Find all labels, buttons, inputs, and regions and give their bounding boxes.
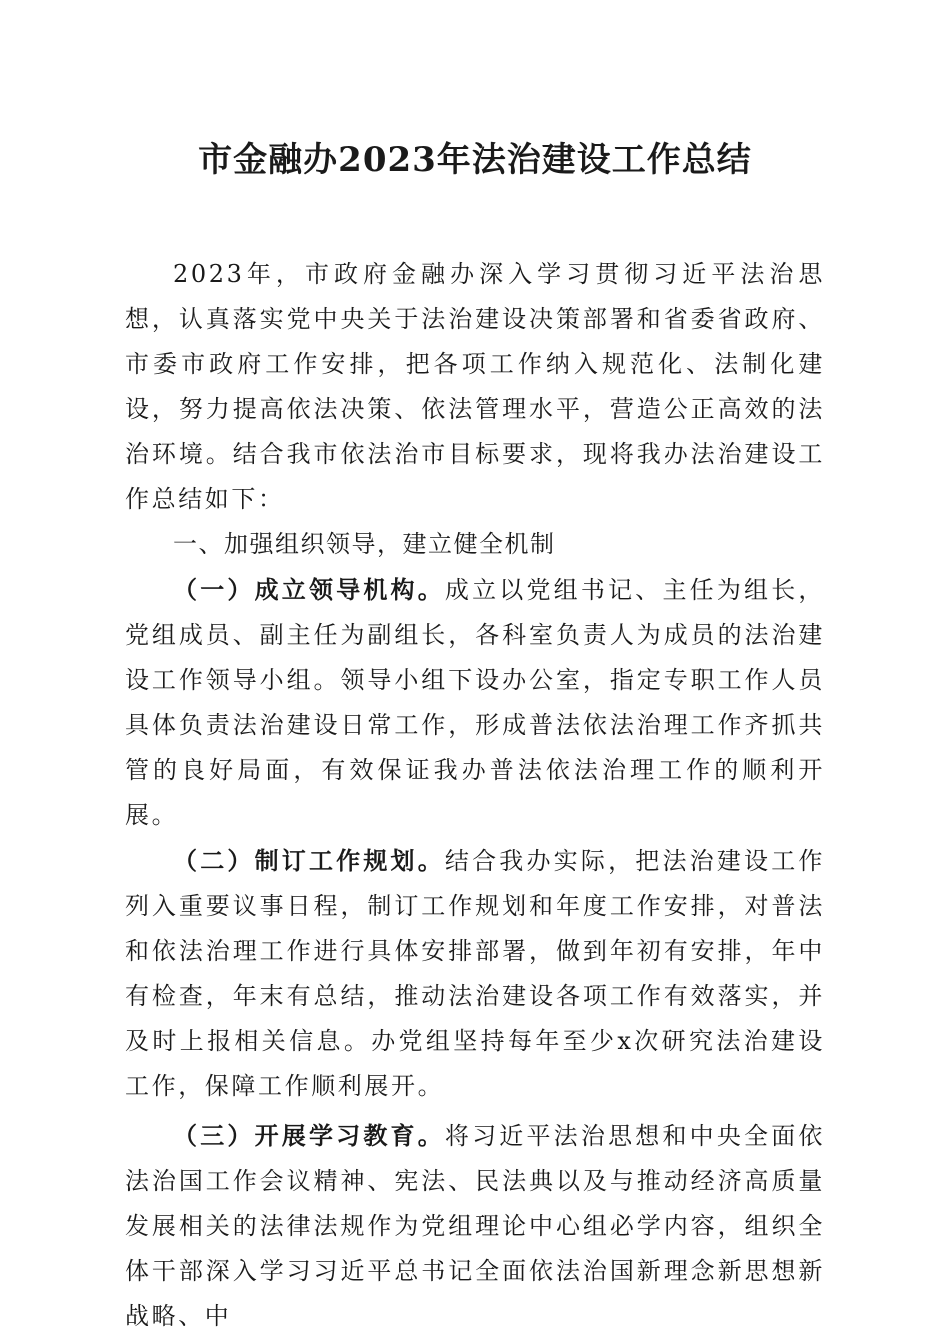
item-paragraph-1 xyxy=(125,567,825,838)
item-body-2: 结合我办实际，把法治建设工作列入重要议事日程，制订工作规划和年度工作安排，对普法和依法治理工作进行具体安排部署，做到年初有安排，年中有检查，年末有总结，推动法治建设各项工作有效落实，并及时上报相关信息。办党组坚持每年至少x次研究法治建设工作，保障工作顺利展开。 xyxy=(125,847,826,1100)
item-lead-2: （二）制订工作规划。 xyxy=(173,846,445,875)
item-paragraph-3 xyxy=(125,1113,825,1339)
item-lead-1: （一）成立领导机构。 xyxy=(173,575,445,604)
item-lead-3: （三）开展学习教育。 xyxy=(173,1121,445,1150)
document-title: 市金融办2023年法治建设工作总结 xyxy=(198,140,752,180)
section-heading: 一、加强组织领导，建立健全机制 xyxy=(173,530,556,558)
item-body-1: 成立以党组书记、主任为组长，党组成员、副主任为副组长，各科室负责人为成员的法治建设工作领导小组。领导小组下设办公室，指定专职工作人员具体负责法治建设日常工作，形成普法依法治理工作齐抓共管的良好局面，有效保证我办普法依法治理工作的顺利开展。 xyxy=(125,576,826,829)
item-body-3: 将习近平法治思想和中央全面依法治国工作会议精神、宪法、民法典以及与推动经济高质量发展相关的法律法规作为党组理论中心组必学内容，组织全体干部深入学习习近平总书记全面依法治国新理念新思想新战略、中 xyxy=(125,1122,826,1330)
item-paragraph-2 xyxy=(125,838,825,1109)
intro-paragraph: 2023年，市政府金融办深入学习贯彻习近平法治思想，认真落实党中央关于法治建设决策部署和省委省政府、市委市政府工作安排，把各项工作纳入规范化、法制化建设，努力提高依法决策、依法管理水平，营造公正高效的法治环境。结合我市依法治市目标要求，现将我办法治建设工作总结如下： xyxy=(125,260,825,513)
